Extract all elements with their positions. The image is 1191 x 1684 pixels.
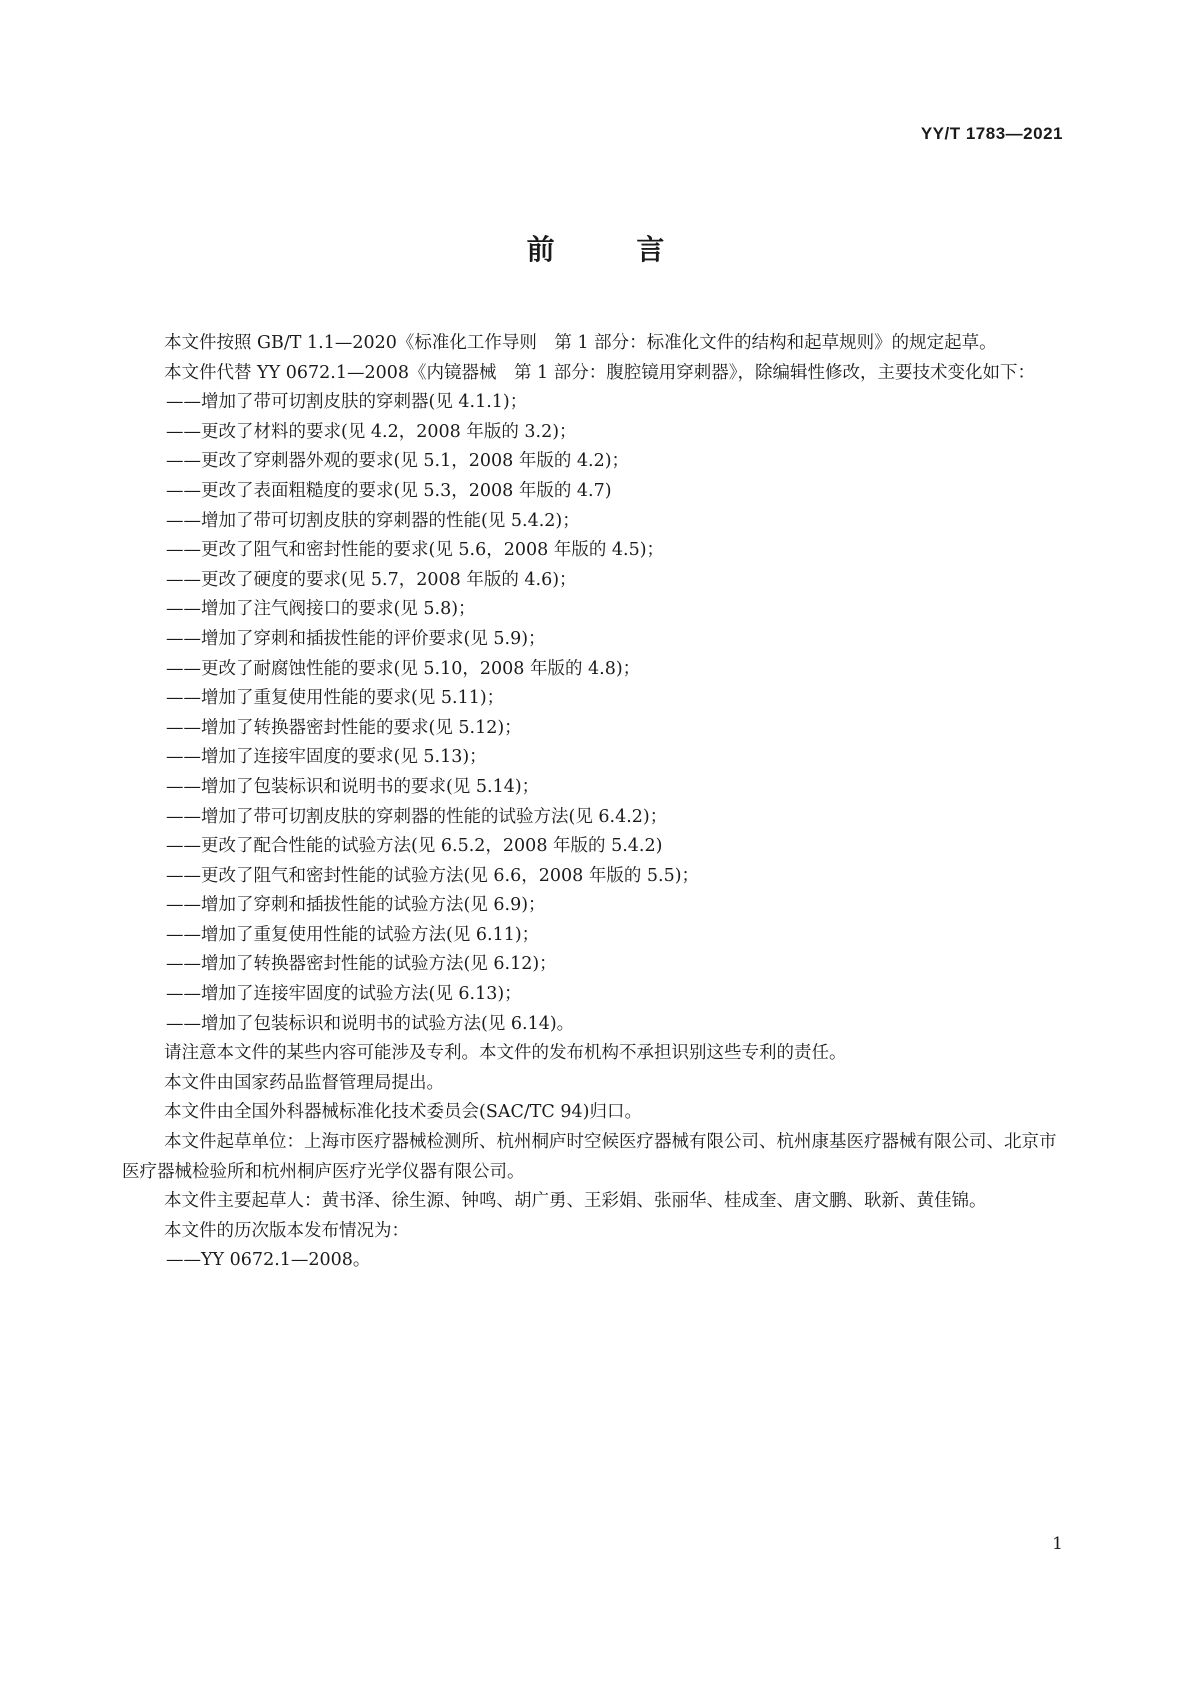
- list-item: ——更改了配合性能的试验方法(见 6.5.2，2008 年版的 5.4.2): [166, 836, 663, 857]
- list-item: ——增加了连接牢固度的要求(见 5.13)；: [166, 747, 487, 768]
- page-title: 前 言: [526, 233, 701, 266]
- paragraph-drafting-units: 本文件起草单位：上海市医疗器械检测所、杭州桐庐时空候医疗器械有限公司、杭州康基医疗器械有限公司、北京市医疗器械检验所和杭州桐庐医疗光学仪器有限公司。: [122, 1132, 1057, 1182]
- paragraph-version-history: 本文件的历次版本发布情况为：: [164, 1220, 409, 1241]
- paragraph-committee: 本文件由全国外科器械标准化技术委员会(SAC/TC 94)归口。: [164, 1102, 642, 1123]
- list-item: ——更改了表面粗糙度的要求(见 5.3，2008 年版的 4.7): [166, 480, 612, 501]
- list-item: ——增加了转换器密封性能的试验方法(见 6.12)；: [166, 954, 557, 975]
- standard-code: YY/T 1783—2021: [920, 124, 1063, 143]
- list-item: ——更改了阻气和密封性能的要求(见 5.6，2008 年版的 4.5)；: [166, 540, 665, 561]
- list-item: ——增加了连接牢固度的试验方法(见 6.13)；: [166, 984, 522, 1005]
- paragraph-drafting-rules: 本文件按照 GB/T 1.1—2020《标准化工作导则 第 1 部分：标准化文件的结构和起草规则》的规定起草。: [164, 333, 997, 353]
- list-item: ——增加了穿刺和插拔性能的评价要求(见 5.9)；: [166, 628, 546, 649]
- list-item: ——增加了包装标识和说明书的试验方法(见 6.14)。: [166, 1013, 575, 1034]
- list-item: ——更改了耐腐蚀性能的要求(见 5.10，2008 年版的 4.8)；: [166, 658, 641, 679]
- foreword-body: [122, 329, 1067, 1276]
- list-item: ——增加了穿刺和插拔性能的试验方法(见 6.9)；: [166, 895, 546, 916]
- list-item: ——增加了注气阀接口的要求(见 5.8)；: [166, 599, 476, 620]
- list-item: ——增加了转换器密封性能的要求(见 5.12)；: [166, 717, 522, 738]
- list-item: ——增加了带可切割皮肤的穿刺器(见 4.1.1)；: [166, 392, 528, 413]
- list-item: ——更改了材料的要求(见 4.2，2008 年版的 3.2)；: [166, 421, 577, 442]
- list-item: ——增加了包装标识和说明书的要求(见 5.14)；: [166, 776, 540, 797]
- list-item: ——更改了阻气和密封性能的试验方法(见 6.6，2008 年版的 5.5)；: [166, 865, 700, 886]
- list-item: ——增加了重复使用性能的要求(见 5.11)；: [166, 688, 505, 709]
- paragraph-patent-notice: 请注意本文件的某些内容可能涉及专利。本文件的发布机构不承担识别这些专利的责任。: [164, 1043, 847, 1064]
- list-item: ——增加了带可切割皮肤的穿刺器的性能(见 5.4.2)；: [166, 510, 580, 531]
- list-item: ——更改了穿刺器外观的要求(见 5.1，2008 年版的 4.2)；: [166, 451, 630, 472]
- list-item: ——增加了带可切割皮肤的穿刺器的性能的试验方法(见 6.4.2)；: [166, 806, 668, 827]
- paragraph-proposer: 本文件由国家药品监督管理局提出。: [164, 1072, 444, 1093]
- list-item: ——更改了硬度的要求(见 5.7，2008 年版的 4.6)；: [166, 569, 577, 590]
- changes-list: [122, 388, 1067, 1039]
- paragraph-replacement: 本文件代替 YY 0672.1—2008《内镜器械 第 1 部分：腹腔镜用穿刺器》，除编辑性修改，主要技术变化如下：: [164, 362, 1036, 383]
- list-item: ——增加了重复使用性能的试验方法(见 6.11)；: [166, 924, 540, 945]
- page-number: 1: [1052, 1534, 1063, 1554]
- list-item-history: ——YY 0672.1—2008。: [166, 1250, 371, 1271]
- paragraph-drafters: 本文件主要起草人：黄书泽、徐生源、钟鸣、胡广勇、王彩娟、张丽华、桂成奎、唐文鹏、耿新、黄佳锦。: [164, 1191, 987, 1212]
